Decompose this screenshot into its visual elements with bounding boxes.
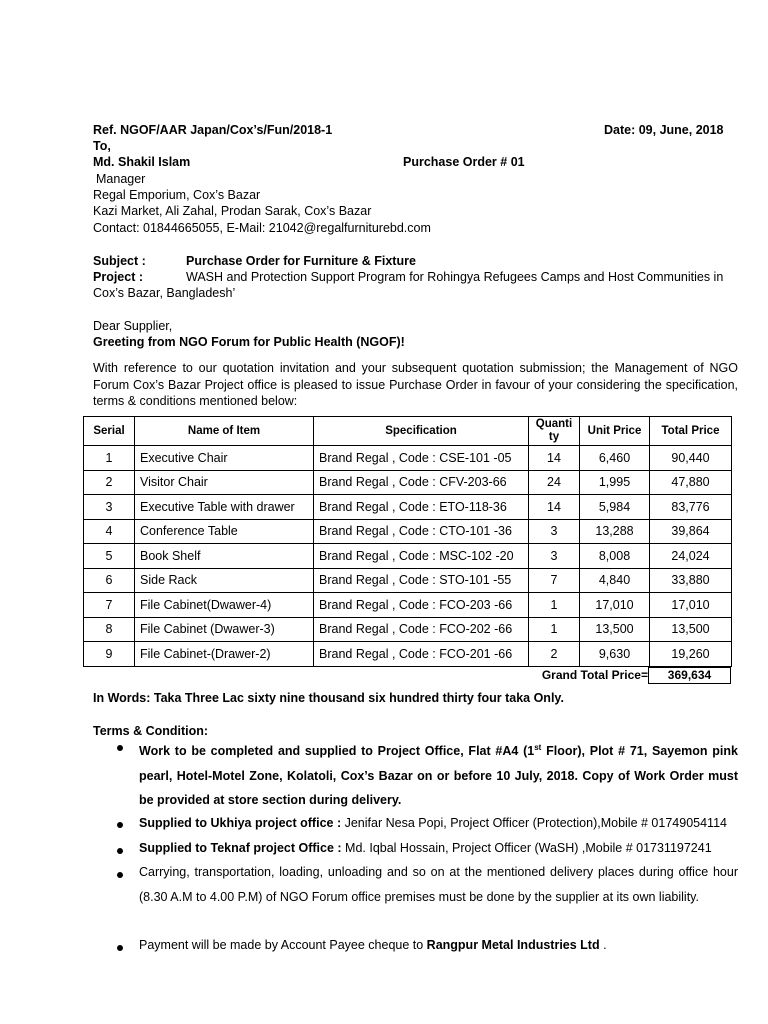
grand-total-row xyxy=(83,667,731,684)
recipient-address: Kazi Market, Ali Zahal, Prodan Sarak, Cox’s Bazar xyxy=(93,204,372,218)
header-name: Name of Item xyxy=(135,417,314,446)
cell-specification: Brand Regal , Code : MSC-102 -20 xyxy=(314,544,529,569)
salutation: Dear Supplier, xyxy=(93,319,173,333)
cell-serial: 9 xyxy=(84,642,135,667)
term-item: Carrying, transportation, loading, unloading and so on at the mentioned delivery places during office hour (8.30 A.M to 4.00 P.M) of NGO Forum office premises must be done by the supplier at its own liability. xyxy=(139,865,738,904)
cell-specification: Brand Regal , Code : FCO-202 -66 xyxy=(314,617,529,642)
cell-serial: 8 xyxy=(84,617,135,642)
header-unit-price: Unit Price xyxy=(580,417,650,446)
table-row xyxy=(84,544,732,569)
recipient-name: Md. Shakil Islam xyxy=(93,155,191,169)
term-item xyxy=(139,811,738,836)
cell-item-name: Conference Table xyxy=(135,519,314,544)
bullet-icon xyxy=(117,822,123,828)
cell-total-price: 13,500 xyxy=(650,617,732,642)
term-bold-text: Supplied to Ukhiya project office : xyxy=(139,816,345,830)
cell-item-name: Executive Chair xyxy=(135,446,314,471)
subject-text: Purchase Order for Furniture & Fixture xyxy=(186,254,416,268)
cell-quantity: 2 xyxy=(529,642,580,667)
bullet-icon xyxy=(117,745,123,751)
project-label: Project : xyxy=(93,270,144,284)
cell-unit-price: 8,008 xyxy=(580,544,650,569)
term-text: Floor), Plot # 71, Sayemon pink pearl, Hotel-Motel Zone, Kolatoli, Cox’s Bazar on or before 10 July, 2018. Copy of Work Order must be provided at store section during delivery. xyxy=(139,744,738,808)
cell-item-name: Executive Table with drawer xyxy=(135,495,314,520)
to-label: To, xyxy=(93,139,111,153)
cell-quantity: 3 xyxy=(529,519,580,544)
cell-quantity: 24 xyxy=(529,470,580,495)
document-date: Date: 09, June, 2018 xyxy=(604,123,724,137)
cell-item-name: Book Shelf xyxy=(135,544,314,569)
term-text: . xyxy=(599,938,607,952)
cell-quantity: 1 xyxy=(529,617,580,642)
table-row xyxy=(84,617,732,642)
cell-specification: Brand Regal , Code : ETO-118-36 xyxy=(314,495,529,520)
cell-item-name: Visitor Chair xyxy=(135,470,314,495)
cell-unit-price: 4,840 xyxy=(580,568,650,593)
cell-quantity: 7 xyxy=(529,568,580,593)
reference-number: Ref. NGOF/AAR Japan/Cox’s/Fun/2018-1 xyxy=(93,123,333,137)
cell-quantity: 1 xyxy=(529,593,580,618)
term-text: Payment will be made by Account Payee cheque to xyxy=(139,938,427,952)
cell-unit-price: 5,984 xyxy=(580,495,650,520)
term-superscript: st xyxy=(534,743,542,752)
term-item xyxy=(139,836,738,861)
table-row xyxy=(84,495,732,520)
header-total-price: Total Price xyxy=(650,417,732,446)
header-specification: Specification xyxy=(314,417,529,446)
table-row xyxy=(84,519,732,544)
cell-serial: 6 xyxy=(84,568,135,593)
cell-serial: 3 xyxy=(84,495,135,520)
cell-item-name: Side Rack xyxy=(135,568,314,593)
term-bold-text: Supplied to Teknaf project Office : xyxy=(139,841,346,855)
cell-item-name: File Cabinet (Dwawer-3) xyxy=(135,617,314,642)
cell-specification: Brand Regal , Code : FCO-203 -66 xyxy=(314,593,529,618)
recipient-title: Manager xyxy=(96,172,146,186)
cell-unit-price: 13,288 xyxy=(580,519,650,544)
cell-specification: Brand Regal , Code : STO-101 -55 xyxy=(314,568,529,593)
cell-total-price: 19,260 xyxy=(650,642,732,667)
table-row xyxy=(84,568,732,593)
cell-serial: 2 xyxy=(84,470,135,495)
table-row xyxy=(84,470,732,495)
bullet-icon xyxy=(117,872,123,878)
bullet-icon xyxy=(117,848,123,854)
table-row xyxy=(84,446,732,471)
cell-quantity: 14 xyxy=(529,495,580,520)
cell-quantity: 3 xyxy=(529,544,580,569)
project-text-cont: Cox’s Bazar, Bangladesh’ xyxy=(93,286,236,300)
term-text: Md. Iqbal Hossain, Project Officer (WaSH) ,Mobile # 01731197241 xyxy=(345,841,712,855)
cell-item-name: File Cabinet-(Drawer-2) xyxy=(135,642,314,667)
bullet-icon xyxy=(117,945,123,951)
cell-unit-price: 9,630 xyxy=(580,642,650,667)
recipient-contact: Contact: 01844665055, E-Mail: 21042@regalfurniturebd.com xyxy=(93,221,431,235)
cell-specification: Brand Regal , Code : FCO-201 -66 xyxy=(314,642,529,667)
header-serial: Serial xyxy=(84,417,135,446)
term-item xyxy=(139,736,738,813)
cell-total-price: 17,010 xyxy=(650,593,732,618)
cell-unit-price: 17,010 xyxy=(580,593,650,618)
amount-in-words: In Words: Taka Three Lac sixty nine thousand six hundred thirty four taka Only. xyxy=(93,691,564,705)
term-text: Jenifar Nesa Popi, Project Officer (Protection),Mobile # 01749054114 xyxy=(344,816,727,830)
cell-specification: Brand Regal , Code : CTO-101 -36 xyxy=(314,519,529,544)
cell-serial: 4 xyxy=(84,519,135,544)
terms-title: Terms & Condition: xyxy=(93,724,209,738)
cell-total-price: 47,880 xyxy=(650,470,732,495)
cell-item-name: File Cabinet(Dwawer-4) xyxy=(135,593,314,618)
cell-serial: 5 xyxy=(84,544,135,569)
term-item xyxy=(139,933,738,958)
grand-total-value: 369,634 xyxy=(648,667,731,684)
cell-unit-price: 13,500 xyxy=(580,617,650,642)
table-row xyxy=(84,642,732,667)
intro-paragraph: With reference to our quotation invitation and your subsequent quotation submission; the Management of NGO Forum Cox’s Bazar Project office is pleased to issue Purchase Order in favour of your considering the specification, terms & conditions mentioned below: xyxy=(93,361,738,408)
header-quantity: Quanti ty xyxy=(529,417,580,446)
grand-total-label: Grand Total Price= xyxy=(541,668,648,682)
subject-label: Subject : xyxy=(93,254,146,268)
term-bold-text: Rangpur Metal Industries Ltd xyxy=(426,938,600,952)
cell-unit-price: 6,460 xyxy=(580,446,650,471)
table-header-row xyxy=(84,417,732,446)
cell-specification: Brand Regal , Code : CFV-203-66 xyxy=(314,470,529,495)
project-text: WASH and Protection Support Program for Rohingya Refugees Camps and Host Communities in xyxy=(186,270,724,284)
cell-total-price: 33,880 xyxy=(650,568,732,593)
cell-total-price: 90,440 xyxy=(650,446,732,471)
cell-total-price: 83,776 xyxy=(650,495,732,520)
greeting-line: Greeting from NGO Forum for Public Health (NGOF)! xyxy=(93,335,405,349)
cell-serial: 7 xyxy=(84,593,135,618)
cell-serial: 1 xyxy=(84,446,135,471)
purchase-order-number: Purchase Order # 01 xyxy=(403,155,525,169)
cell-specification: Brand Regal , Code : CSE-101 -05 xyxy=(314,446,529,471)
recipient-company: Regal Emporium, Cox’s Bazar xyxy=(93,188,261,202)
cell-quantity: 14 xyxy=(529,446,580,471)
cell-total-price: 39,864 xyxy=(650,519,732,544)
cell-unit-price: 1,995 xyxy=(580,470,650,495)
cell-total-price: 24,024 xyxy=(650,544,732,569)
items-table xyxy=(83,416,732,667)
table-row xyxy=(84,593,732,618)
term-text: Work to be completed and supplied to Project Office, Flat #A4 (1 xyxy=(139,744,535,759)
